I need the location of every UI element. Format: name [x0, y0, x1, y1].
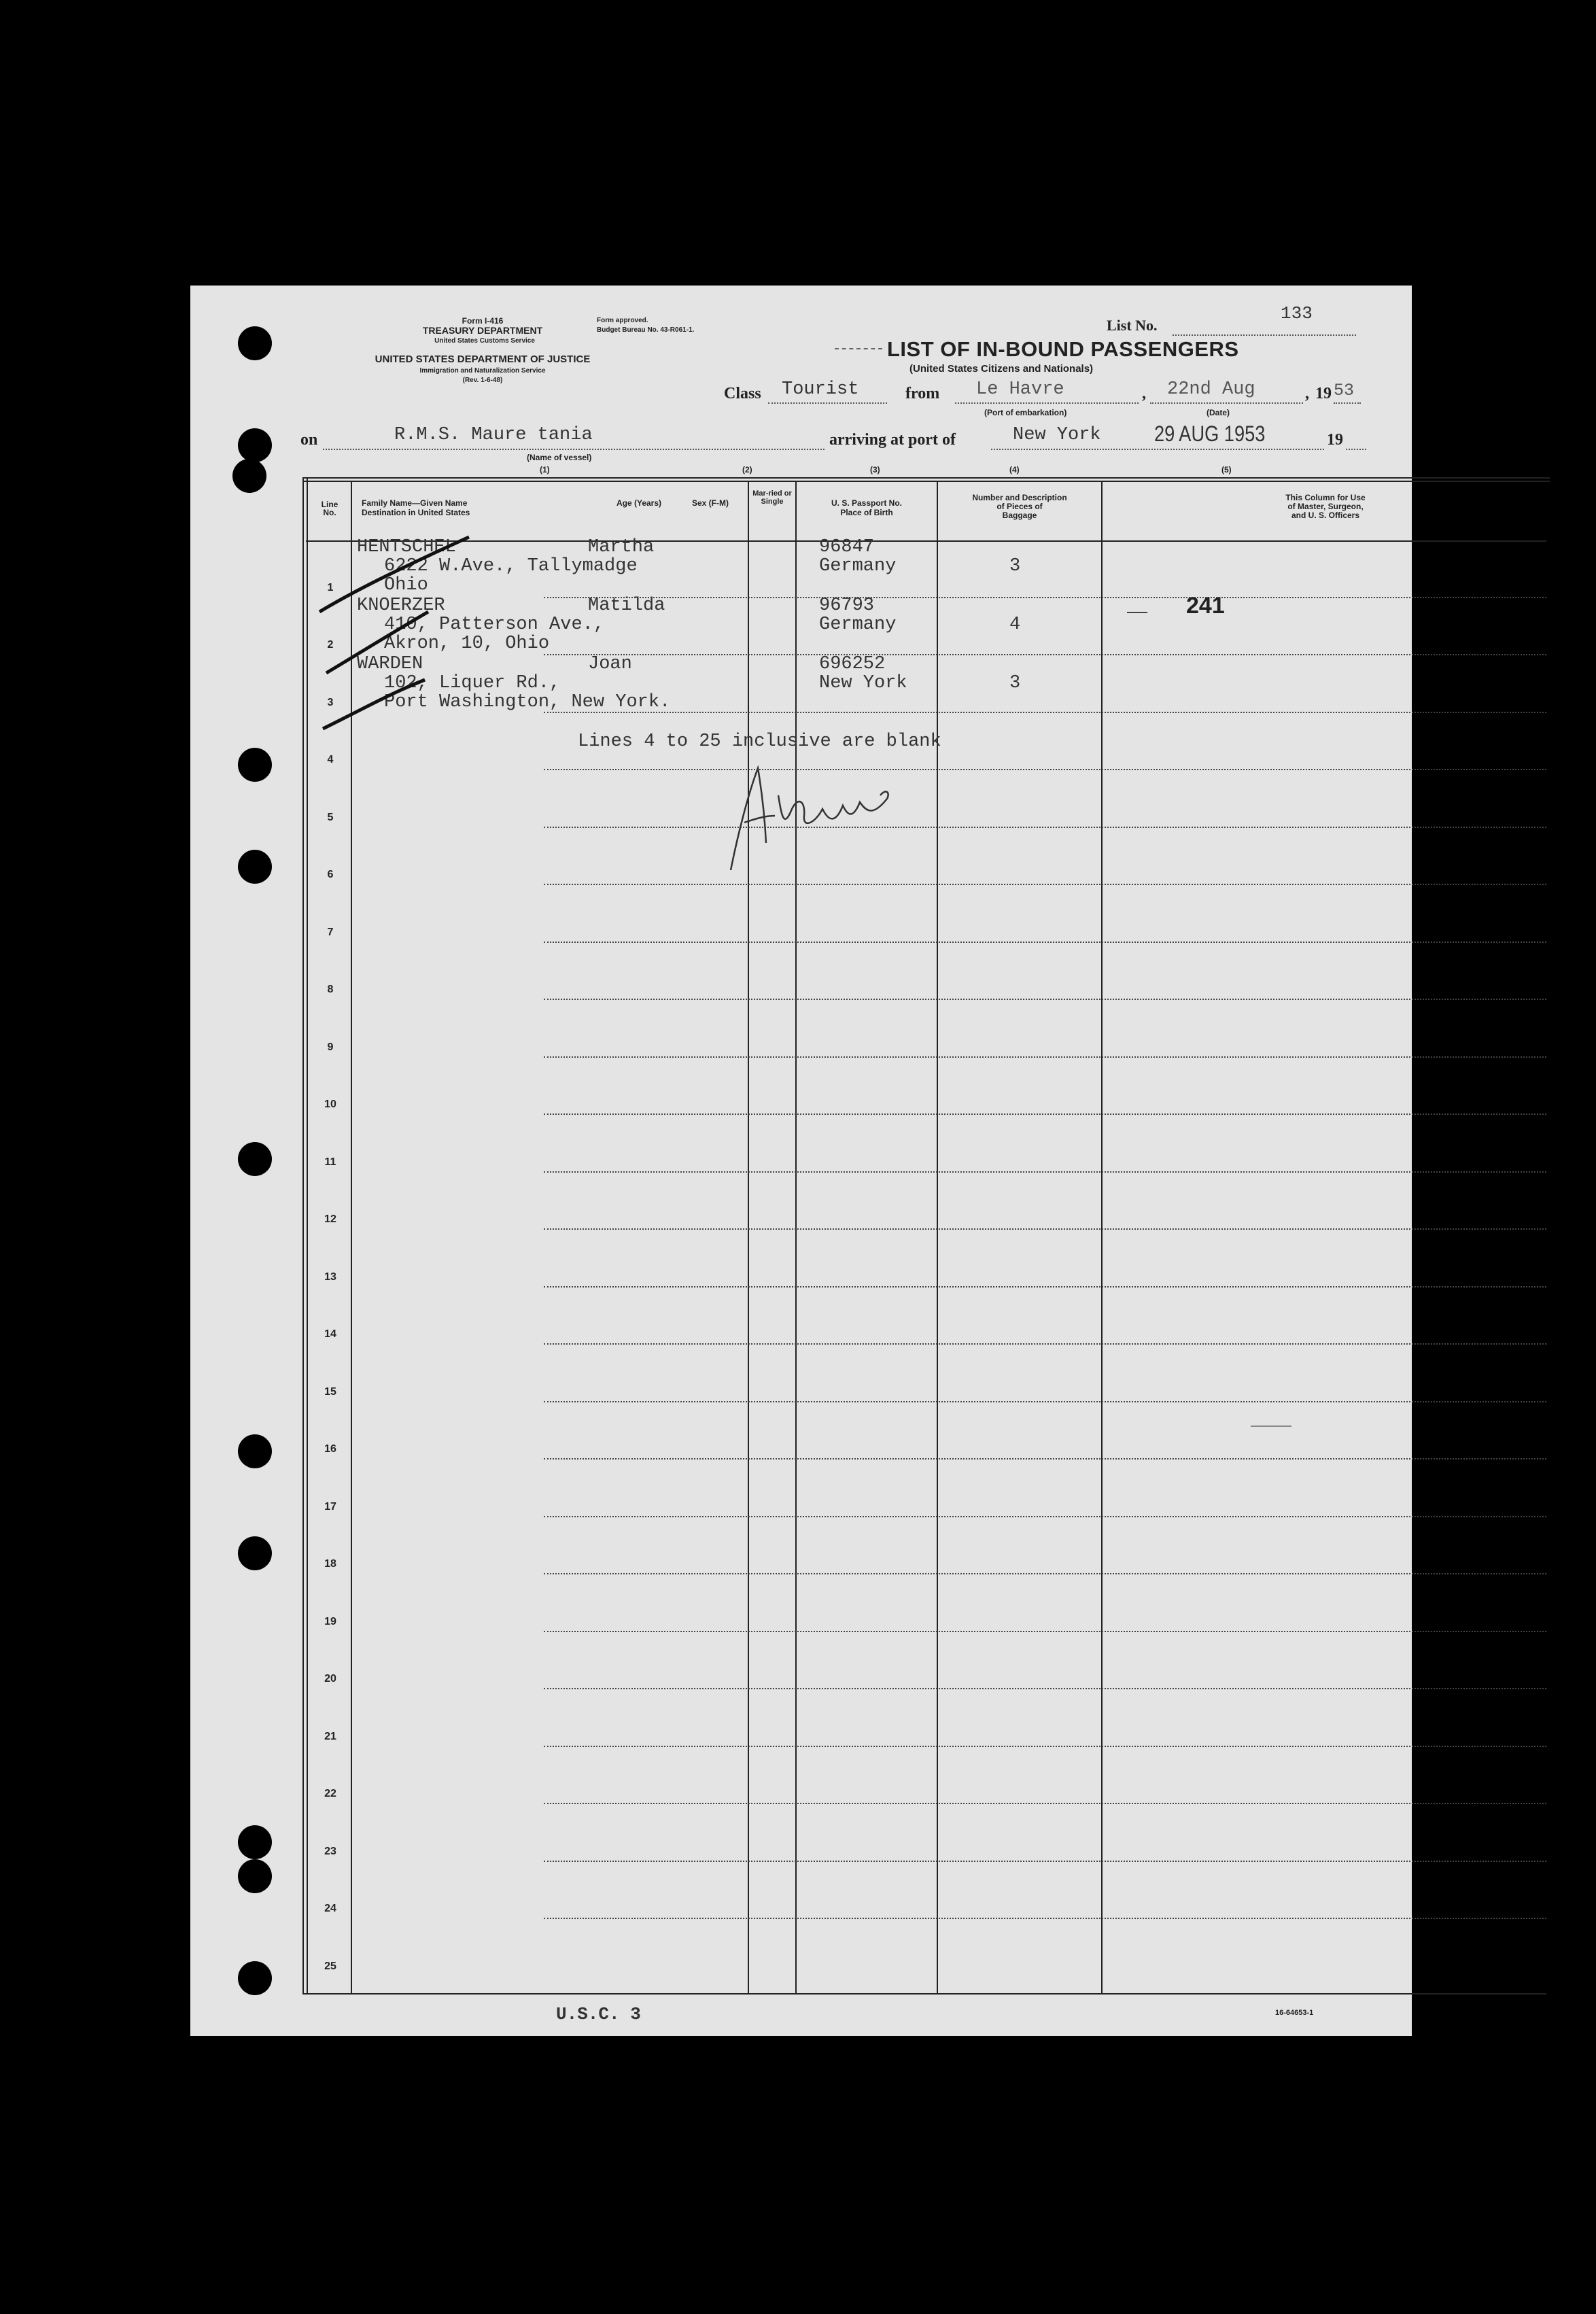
col-marker-4: (4): [1009, 465, 1020, 474]
line-number: 8: [327, 984, 334, 995]
year-prefix: 19: [1315, 385, 1332, 402]
family-name: WARDEN: [357, 654, 423, 674]
check-marks: [313, 517, 476, 741]
arriving-label: arriving at port of: [829, 431, 956, 449]
year-line-2: [1346, 449, 1366, 450]
line-number: 13: [324, 1271, 336, 1283]
col-line-no: [311, 500, 349, 517]
punch-hole: [238, 748, 272, 782]
col-baggage-2: of Pieces of: [996, 502, 1043, 511]
place-of-birth: Germany: [819, 556, 897, 576]
punch-hole: [238, 1859, 272, 1893]
arrival-port: New York: [1013, 425, 1101, 445]
passport-no: 696252: [819, 654, 886, 674]
line-number: 20: [324, 1673, 336, 1685]
family-name: HENTSCHEL: [357, 537, 456, 557]
col-married-text: Mar-ried or Single: [752, 489, 792, 506]
port-value: Le Havre: [976, 379, 1064, 400]
punch-hole: [238, 850, 272, 884]
row-divider: [544, 712, 1546, 713]
from-label: from: [905, 385, 940, 402]
form-approved: Form approved.: [597, 317, 648, 324]
handwritten-initials: [717, 748, 921, 884]
address-line-2: Port Washington, New York.: [384, 692, 671, 712]
line-number: 7: [327, 926, 334, 938]
col-sex-text: Sex (F-M): [692, 498, 729, 508]
line-number: 19: [324, 1615, 336, 1627]
line-number: 18: [324, 1558, 336, 1570]
class-line: [768, 402, 887, 404]
given-name: Martha: [588, 537, 655, 557]
row-divider: [544, 1746, 1546, 1747]
line-number: 22: [324, 1788, 336, 1799]
line-number: 3: [327, 696, 334, 708]
line-number: 14: [324, 1328, 336, 1340]
punch-hole: [238, 1961, 272, 1995]
arrival-date-stamp: 29 AUG 1953: [1154, 421, 1266, 446]
punch-hole: [238, 326, 272, 360]
col-marker-1: (1): [540, 465, 550, 474]
row-divider: [544, 1516, 1546, 1517]
row-divider: [544, 1631, 1546, 1632]
row-divider: [544, 1918, 1546, 1919]
punch-hole: [238, 1142, 272, 1176]
row-divider: [544, 1171, 1546, 1173]
passport-divider: [937, 481, 938, 1993]
row-divider: [544, 1861, 1546, 1862]
address-line-1: 102, Liquer Rd.,: [384, 673, 561, 693]
revision: (Rev. 1-6-48): [462, 377, 503, 384]
baggage-divider: [1101, 481, 1103, 1993]
passport-no: 96847: [819, 537, 875, 557]
row-divider: [544, 1056, 1546, 1058]
officer-stamp: 241: [1186, 593, 1225, 619]
year-value: 53: [1334, 381, 1355, 400]
row-divider: [544, 1113, 1546, 1115]
baggage-count: 3: [1009, 673, 1021, 693]
passport-no: 96793: [819, 595, 875, 616]
list-no-value: 133: [1281, 303, 1313, 324]
row-divider: [544, 1343, 1546, 1345]
justice-dept: UNITED STATES DEPARTMENT OF JUSTICE: [375, 353, 591, 365]
line-number: 6: [327, 869, 334, 880]
on-label: on: [300, 431, 318, 449]
baggage-count: 3: [1009, 556, 1021, 576]
year-comma: ,: [1305, 385, 1309, 402]
year-line: [1334, 402, 1361, 404]
line-number: 9: [327, 1041, 334, 1053]
punch-hole: [238, 1434, 272, 1468]
line-number: 16: [324, 1443, 336, 1455]
col-officers-1: This Column for Use: [1285, 493, 1366, 502]
line-number: 10: [324, 1099, 336, 1110]
given-name: Joan: [588, 654, 632, 674]
row-divider: [544, 884, 1546, 885]
col-marker-5: (5): [1221, 465, 1232, 474]
punch-hole: [232, 459, 266, 493]
date-value: 22nd Aug: [1167, 379, 1255, 400]
row-divider: [544, 942, 1546, 943]
date-line: [1150, 402, 1303, 404]
line-number: 21: [324, 1730, 336, 1742]
line-number: 17: [324, 1500, 336, 1513]
address-line-2: Akron, 10, Ohio: [384, 634, 550, 654]
row-divider: [544, 1286, 1546, 1288]
ins-service: Immigration and Naturalization Service: [419, 367, 546, 375]
address-line-1: 410, Patterson Ave.,: [384, 615, 605, 635]
form-number: Form I-416: [462, 316, 504, 326]
year-label-2: 19: [1327, 431, 1343, 449]
row-divider: [544, 999, 1546, 1000]
stamp-mark: [1127, 612, 1147, 613]
punch-hole: [238, 428, 272, 462]
vessel-value: R.M.S. Maure tania: [394, 425, 593, 445]
line-number: 12: [324, 1213, 336, 1225]
table-top-rule-2: [302, 481, 1550, 482]
row-divider: [544, 1803, 1546, 1804]
table-left-border-2: [307, 477, 308, 1994]
married-divider-right: [795, 481, 797, 1993]
vessel-line: [323, 449, 825, 450]
col-line-no-text: Line No.: [321, 500, 339, 517]
col-marker-2: (2): [742, 465, 752, 474]
check-mark-icon: [323, 680, 425, 729]
given-name: Matilda: [588, 595, 665, 616]
col-age: [612, 499, 666, 507]
row-divider: [544, 769, 1546, 770]
place-of-birth: New York: [819, 673, 907, 693]
col-birth: Place of Birth: [840, 508, 893, 517]
punch-hole: [238, 1536, 272, 1570]
place-of-birth: Germany: [819, 615, 897, 635]
col-officers-3: and U. S. Officers: [1291, 511, 1360, 520]
line-number: 15: [324, 1385, 336, 1398]
list-no-label: List No.: [1107, 317, 1158, 334]
address-line-2: Ohio: [384, 575, 428, 595]
col-baggage-1: Number and Description: [972, 493, 1067, 502]
check-mark-icon: [326, 612, 428, 673]
line-number: 11: [324, 1156, 336, 1168]
port-caption: (Port of embarkation): [984, 408, 1067, 417]
manifest-page: [190, 286, 1412, 2036]
address-line-1: 6222 W.Ave., Tallymadge: [384, 556, 638, 576]
col-sex: [690, 499, 731, 507]
list-no-line: [1173, 334, 1356, 336]
port-line: [955, 402, 1139, 404]
line-number: 25: [324, 1960, 336, 1972]
row-divider: [544, 1228, 1546, 1230]
col-family-name: Family Name—Given Name: [362, 498, 468, 508]
form-subtitle: (United States Citizens and Nationals): [909, 363, 1094, 375]
vessel-caption: (Name of vessel): [527, 453, 592, 462]
married-divider-left: [748, 481, 749, 1993]
header-bottom-rule: [306, 540, 1546, 542]
line-number: 4: [327, 754, 334, 765]
col-baggage-3: Baggage: [1002, 511, 1037, 520]
date-comma: ,: [1142, 385, 1146, 402]
table-bottom-rule: [302, 1993, 1546, 1994]
col-married: [750, 489, 794, 506]
col-passport: U. S. Passport No.: [831, 498, 903, 508]
pencil-mark: [1251, 1426, 1291, 1427]
table-left-border: [302, 477, 304, 1994]
line-number: 23: [324, 1845, 336, 1857]
row-divider: [544, 1573, 1546, 1574]
line-number: 2: [327, 639, 334, 651]
row-divider: [544, 1458, 1546, 1460]
usc-code: U.S.C. 3: [556, 2004, 641, 2024]
class-label: Class: [724, 385, 761, 402]
form-title: LIST OF IN-BOUND PASSENGERS: [887, 337, 1239, 361]
line-number: 24: [324, 1903, 336, 1914]
line-number: 5: [327, 811, 334, 823]
punch-hole: [238, 1825, 272, 1859]
row-divider: [544, 1401, 1546, 1402]
table-top-rule: [302, 477, 1550, 479]
row-divider: [544, 1688, 1546, 1689]
line-number: 1: [327, 581, 334, 593]
budget-bureau: Budget Bureau No. 43-R061-1.: [597, 326, 695, 334]
row-divider: [544, 827, 1546, 828]
row-divider: [544, 597, 1546, 598]
print-code: 16-64653-1: [1275, 2009, 1314, 2017]
col-destination: Destination in United States: [362, 508, 470, 517]
customs-service: United States Customs Service: [434, 337, 535, 345]
baggage-count: 4: [1009, 615, 1021, 635]
class-value: Tourist: [782, 379, 859, 400]
col-age-text: Age (Years): [616, 498, 662, 508]
blank-note: Lines 4 to 25 inclusive are blank: [578, 731, 941, 752]
col-marker-3: (3): [870, 465, 880, 474]
date-caption: (Date): [1207, 408, 1230, 417]
arrival-line: [991, 449, 1324, 450]
col-officers-2: of Master, Surgeon,: [1287, 502, 1364, 511]
row-divider: [544, 654, 1546, 655]
treasury-dept: TREASURY DEPARTMENT: [422, 325, 543, 336]
title-dash: [835, 348, 882, 349]
check-mark-icon: [319, 537, 469, 612]
family-name: KNOERZER: [357, 595, 445, 616]
